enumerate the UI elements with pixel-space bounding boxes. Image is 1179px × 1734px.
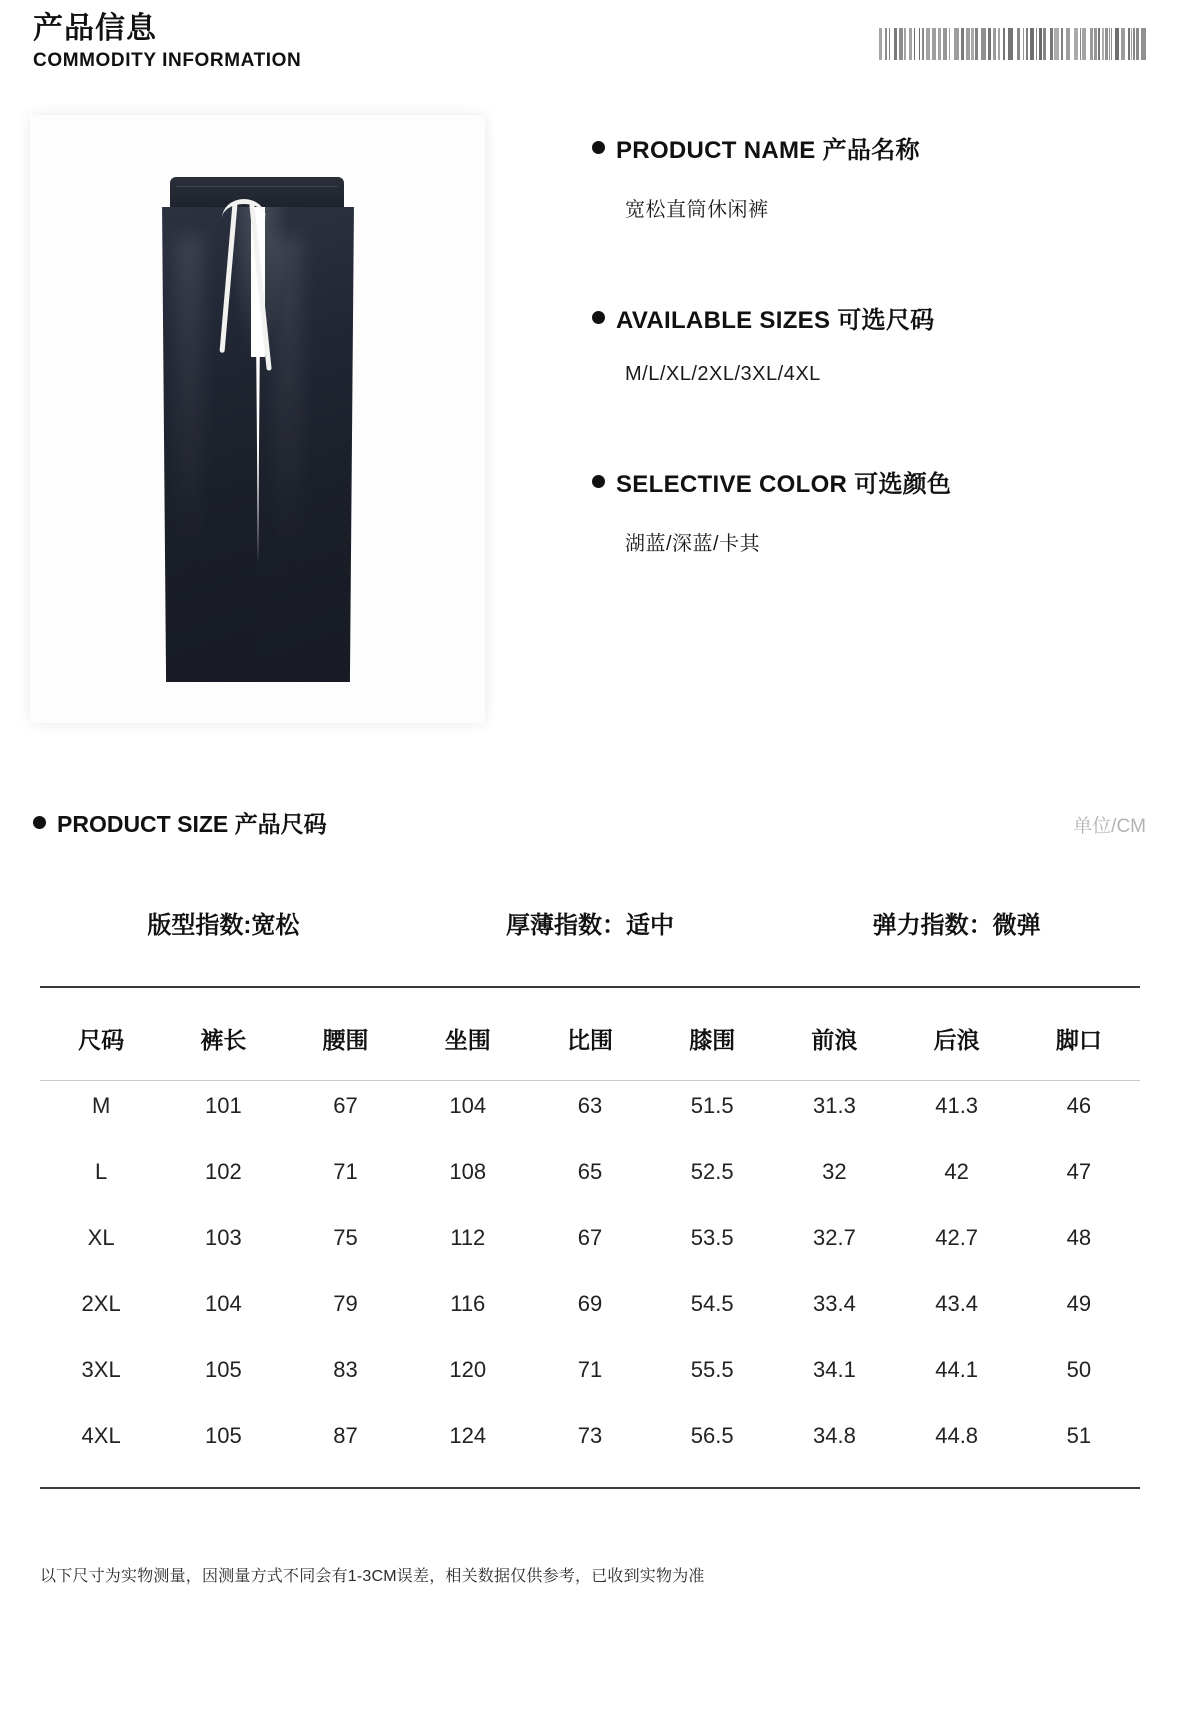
table-cell-value: 104 [204,1291,242,1316]
table-cell-value: 42.7 [935,1225,979,1250]
info-label-text: PRODUCT NAME 产品名称 [616,137,920,164]
table-cell-value: 101 [204,1093,242,1118]
table-cell-size: M [91,1093,111,1118]
fit-index-thickness: 厚薄指数：适中 [506,912,674,939]
table-col-header: 尺码 [78,1027,125,1053]
page-header [33,10,301,72]
table-row [40,1337,1140,1403]
divider-top [40,986,1140,988]
table-cell-value: 65 [577,1159,603,1184]
table-cell-size: L [94,1159,108,1184]
product-size-heading-text: PRODUCT SIZE 产品尺码 [57,811,327,837]
table-cell-value: 55.5 [690,1357,734,1382]
table-cell-value: 108 [449,1159,487,1184]
table-cell-value: 67 [577,1225,603,1250]
table-cell-value: 49 [1066,1291,1092,1316]
table-cell-value: 69 [577,1291,603,1316]
table-cell-value: 71 [577,1357,603,1382]
table-cell-value: 31.3 [813,1093,856,1118]
table-cell-value: 112 [450,1225,486,1250]
info-value-product-name: 宽松直筒休闲裤 [625,199,769,221]
bullet-icon [592,311,605,324]
product-size-heading [33,806,327,839]
page-title-cn: 产品信息 [33,12,157,45]
table-col-header: 脚口 [1055,1027,1102,1053]
table-row [40,1139,1140,1205]
table-col-header: 膝围 [689,1027,736,1053]
table-cell-value: 75 [333,1225,358,1250]
table-cell-value: 102 [204,1159,242,1184]
info-label-text: SELECTIVE COLOR 可选颜色 [616,471,952,498]
table-cell-value: 116 [450,1291,486,1316]
table-cell-size: XL [87,1225,115,1250]
bullet-icon [592,141,605,154]
divider-bottom [40,1487,1140,1489]
table-cell-value: 43.4 [935,1291,979,1316]
table-cell-value: 32.7 [813,1225,856,1250]
info-label-product-name [592,130,1152,165]
table-cell-size: 4XL [81,1423,121,1448]
table-cell-value: 44.8 [935,1423,979,1448]
table-cell-value: 44.1 [935,1357,979,1382]
size-table [40,1014,1140,1469]
table-cell-value: 51 [1066,1423,1092,1448]
pants-illustration [30,115,485,723]
table-row [40,1073,1140,1139]
table-col-header: 前浪 [811,1027,858,1053]
table-col-header: 坐围 [444,1027,491,1053]
product-info-list [592,130,1152,634]
table-cell-value: 34.8 [813,1423,856,1448]
fit-index-elasticity: 弹力指数：微弹 [872,912,1041,939]
size-unit-label: 单位/CM [1073,816,1146,837]
table-cell-value: 48 [1066,1225,1092,1250]
table-col-header: 比围 [566,1027,613,1053]
table-col-header: 腰围 [322,1027,369,1053]
table-cell-value: 32 [822,1159,847,1184]
table-cell-value: 46 [1066,1093,1092,1118]
table-cell-value: 87 [333,1423,358,1448]
table-col-header: 裤长 [200,1027,247,1053]
table-cell-value: 34.1 [813,1357,856,1382]
table-cell-value: 51.5 [690,1093,734,1118]
table-cell-value: 103 [204,1225,242,1250]
info-value-selective-color: 湖蓝/深蓝/卡其 [625,533,761,555]
barcode-image [879,28,1149,60]
info-block-available-sizes [592,300,1152,386]
table-cell-value: 120 [449,1357,487,1382]
table-cell-value: 52.5 [690,1159,734,1184]
table-cell-value: 105 [204,1423,242,1448]
info-label-text: AVAILABLE SIZES 可选尺码 [616,307,935,334]
table-cell-value: 41.3 [935,1093,979,1118]
table-cell-value: 63 [577,1093,603,1118]
fit-index-row [40,905,1140,940]
table-cell-value: 71 [333,1159,358,1184]
table-header-row [40,1014,1140,1073]
bullet-icon [33,816,46,829]
page-title-en: COMMODITY INFORMATION [33,49,302,71]
info-label-available-sizes [592,300,1152,335]
table-cell-value: 53.5 [690,1225,734,1250]
table-row [40,1271,1140,1337]
table-cell-value: 54.5 [690,1291,734,1316]
table-cell-value: 50 [1066,1357,1092,1382]
table-cell-value: 33.4 [813,1291,856,1316]
info-label-selective-color [592,464,1152,499]
info-value-available-sizes: M/L/XL/2XL/3XL/4XL [625,363,821,385]
table-cell-value: 79 [333,1291,358,1316]
table-cell-value: 105 [204,1357,242,1382]
info-block-product-name [592,130,1152,222]
table-row [40,1205,1140,1271]
table-cell-size: 3XL [81,1357,121,1382]
table-cell-value: 124 [449,1423,487,1448]
table-col-header: 后浪 [933,1027,980,1053]
fit-index-silhouette: 版型指数:宽松 [147,912,300,939]
table-cell-value: 47 [1066,1159,1092,1184]
info-block-selective-color [592,464,1152,556]
table-cell-value: 83 [333,1357,358,1382]
size-footnote: 以下尺寸为实物测量，因测量方式不同会有1-3CM误差，相关数据仅供参考，已收到实物为准 [40,1568,705,1585]
table-row [40,1403,1140,1469]
bullet-icon [592,475,605,488]
table-cell-size: 2XL [81,1291,121,1316]
table-cell-value: 104 [449,1093,487,1118]
table-cell-value: 67 [333,1093,358,1118]
table-cell-value: 42 [944,1159,969,1184]
table-cell-value: 56.5 [690,1423,734,1448]
product-photo [30,115,485,723]
table-cell-value: 73 [577,1423,603,1448]
